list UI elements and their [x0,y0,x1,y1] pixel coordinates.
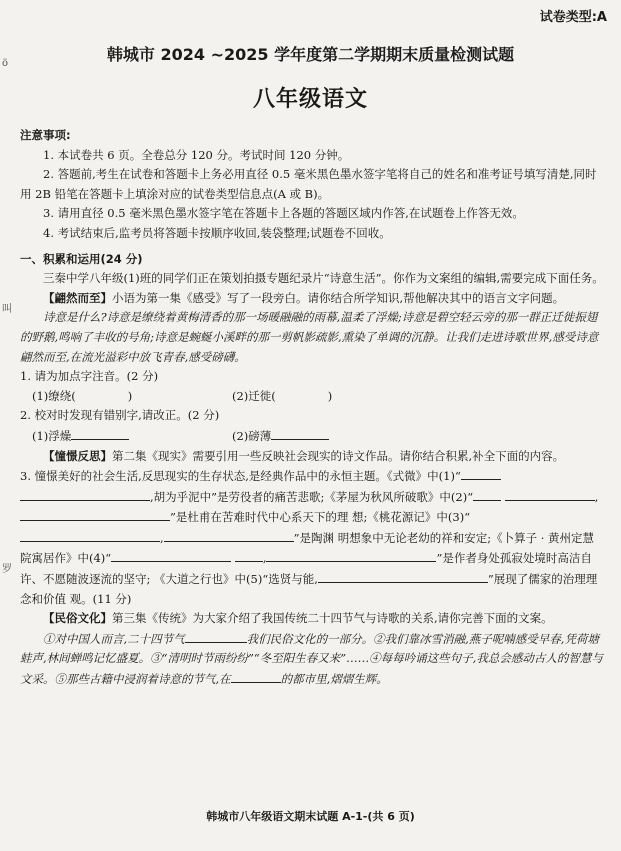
binding-margin-mark: 罗 [2,564,12,575]
q3-blank-2b[interactable] [505,487,595,501]
part2-text: 第二集《现实》需要引用一些反映社会现实的诗文作品。请你结合积累,补全下面的内容。 [112,448,565,463]
question-1: 1. 请为加点字注音。(2 分) [20,369,159,384]
q2-item-b: (2)磅薄 [232,428,272,443]
q3-text: 3. 憧憬美好的社会生活,反思现实的生存状态,是经典作品中的永恒主题。《式微》中(1)“ [20,469,461,484]
q3-text: ”是陶渊 [293,530,335,545]
page-footer: 韩城市八年级语文期末试题 A-1-(共 6 页) [206,810,415,823]
q3-text: 明想象中无论老幼的祥和安定;《卜算子 · 黄州定慧院寓居作》中(4)“ [20,530,595,566]
passage3-blank-1[interactable] [185,629,247,643]
notes-item: 3. 请用直径 0.5 毫米黑色墨水签字笔在答题卡上各题的答题区域内作答,在试题卷上作答无效。 [43,206,524,221]
q3-blank-1b[interactable] [20,487,150,501]
q2-answer-b[interactable] [271,426,329,440]
q2-item-a: (1)浮燥 [32,428,72,443]
passage3-text: 的都市里,熠熠生辉。 [280,672,388,687]
notes-item: 4. 考试结束后,监考员将答题卡按顺序收回,装袋整理;试题卷不回收。 [43,225,391,240]
notes-item: 1. 本试卷共 6 页。全卷总分 120 分。考试时间 120 分钟。 [43,147,350,162]
subject-title: 八年级语文 [252,87,368,112]
passage3-blank-2[interactable] [231,669,281,683]
passage3-text: 我们民俗文化的一部分。②我们靠冰雪消融,燕子呢喃感受早春,凭荷塘蛙声,林间蝉鸣记忆盛夏。③“清明时节雨纷纷”“冬至阳生春又来”……④每每吟诵这些句子,我总会感动古人的智慧与文采。⑤那些古籍中浸润着诗意的节气,在 [20,631,603,687]
q3-blank-4c[interactable] [266,548,436,562]
binding-margin-mark: 叫 [2,304,12,315]
question-2-answers [20,426,605,447]
q1-item-a-close: ) [127,388,133,403]
q1-answer-b[interactable] [276,387,328,400]
q1-item-a: (1)缭绕( [32,388,76,403]
narration-passage: 诗意是什么?诗意是缭绕着黄梅清香的那一场暖融融的雨幕,温柔了浮燥;诗意是碧空轻云旁的那一群正迁徙振翅的野鹅,鸣响了丰收的号角;诗意是蜿蜒小溪畔的那一剪帆影疏影,熏染了单调的沉静。让我们走进诗歌世界,感受诗意翩然而至,在流光溢彩中放飞青春,感受磅礴。 [20,310,599,364]
section-intro: 三秦中学八年级(1)班的同学们正在策划拍摄专题纪录片“诗意生活”。你作为文案组的编辑,需要完成下面任务。 [43,271,604,286]
part2-tag: 【憧憬反思】 [43,448,112,463]
q3-text: 观。(11 分) [69,591,132,606]
question-1-answers [20,387,605,407]
q1-item-b-close: ) [327,388,333,403]
part3-tag: 【民俗文化】 [43,611,112,626]
notes-item: 2. 答题前,考生在试卷和答题卡上务必用直径 0.5 毫米黑色墨水签字笔将自己的姓名和准考证号填写清楚,同时用 2B 铅笔在答题卡上填涂对应的试卷类型信息点(A 或 B)。 [20,167,597,201]
q3-text: ”是杜甫在苦难时代中心系天下的理 [170,510,349,525]
q3-text: ”是作者身处孤寂处境时高洁自许、不愿随波逐流的坚守; [20,551,592,587]
q3-blank-3a[interactable] [20,528,160,542]
question-3: 3. 憧憬美好的社会生活,反思现实的生存状态,是经典作品中的永恒主题。《式微》中(1)“ ,胡为乎泥中”是劳役者的痛苦悲歌;《茅屋为秋风所破歌》中(2)“ ,”是杜甫在苦难时代中心系天下的理 想;《桃花源记》中(3)“, ”是陶渊 明想象中无论老幼的祥和安定;《卜算子 · 黄州定慧院寓居作》中(4)“ , ”是作者身处孤寂处境时高洁自许、不愿随波逐流的坚守; 《大道之行也》中(5)“选贤与能, ”展现了儒家的治理理念和价值 观。(11 分) [20,466,605,609]
q3-blank-1a[interactable] [461,466,501,480]
q3-blank-3b[interactable] [164,528,294,542]
q3-blank-4b[interactable] [235,548,263,562]
exam-title: 韩城市 2024 ~2025 学年度第二学期期末质量检测试题 [106,45,515,64]
part3-text: 第三集《传统》为大家介绍了我国传统二十四节气与诗歌的关系,请你完善下面的文案。 [112,611,553,626]
q3-blank-4a[interactable] [111,548,231,562]
part1-text: 小语为第一集《感受》写了一段旁白。请你结合所学知识,帮他解决其中的语言文字问题。 [112,290,565,305]
passage3-text: ①对中国人而言,二十四节气 [43,631,185,646]
q3-blank-5[interactable] [318,569,488,583]
part1-tag: 【翩然而至】 [43,290,112,305]
exam-content [20,126,605,690]
folk-culture-passage [20,629,605,690]
q3-blank-2a[interactable] [473,487,501,501]
q3-blank-2c[interactable] [20,507,170,521]
notes-heading: 注意事项: [20,128,71,142]
paper-type-label: 试卷类型:A [539,10,607,25]
q3-text: ,胡为乎泥中”是劳役者的痛苦悲歌;《茅屋为秋风所破歌》中(2)“ [150,489,474,504]
q3-text: ”展现了儒家的治理理念和价值 [20,572,598,606]
q1-answer-a[interactable] [76,387,128,400]
section-heading: 一、积累和运用(24 分) [20,251,143,266]
binding-margin-mark: ö [2,58,9,69]
q2-answer-a[interactable] [71,426,129,440]
q1-item-b: (2)迁徙( [232,388,276,403]
q3-text: 《大道之行也》中(5)“选贤与能, [154,572,318,587]
question-2: 2. 校对时发现有错别字,请改正。(2 分) [20,408,220,423]
q3-text: 想;《桃花源记》中(3)“ [352,510,471,525]
